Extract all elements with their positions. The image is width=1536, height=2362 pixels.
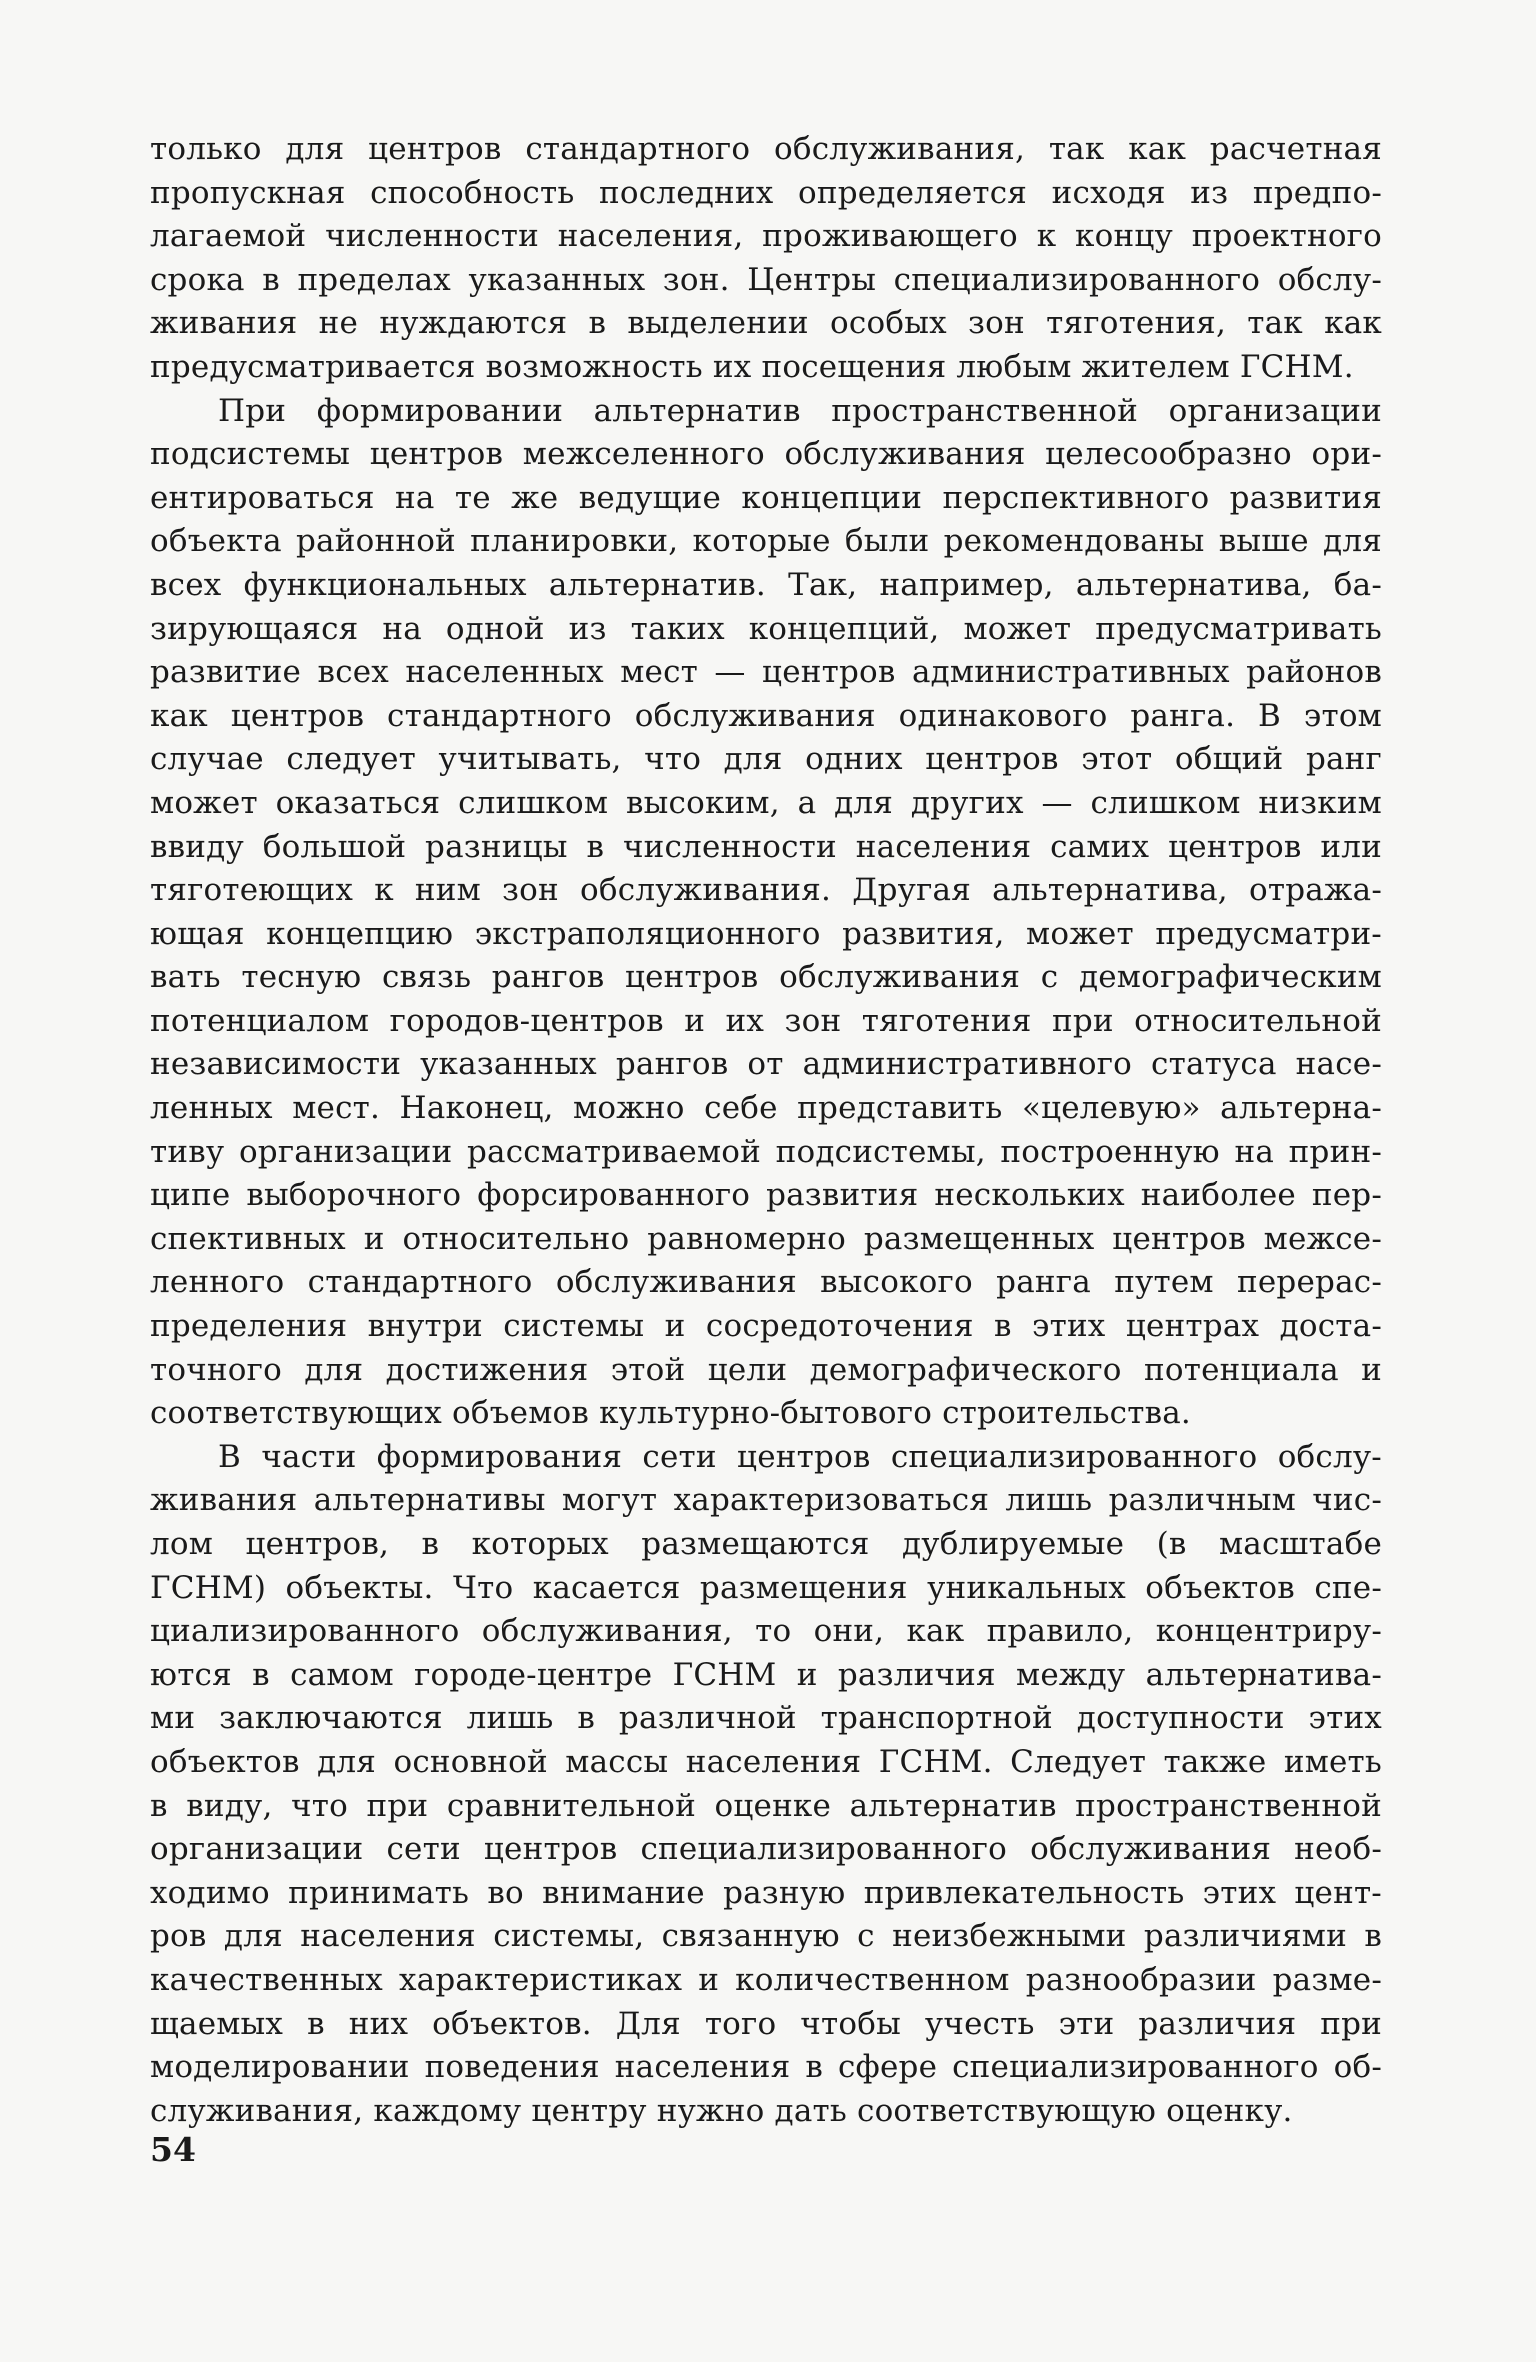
text-line: развитие всех населенных мест — центров административных районов xyxy=(150,654,1382,691)
text-line: всех функциональных альтернатив. Так, например, альтернатива, ба- xyxy=(150,566,1382,603)
text-line: независимости указанных рангов от административного статуса насе- xyxy=(150,1046,1382,1083)
text-line: соответствующих объемов культурно-бытового строительства. xyxy=(150,1395,1191,1432)
paragraph xyxy=(150,390,1382,1436)
text-line: случае следует учитывать, что для одних центров этот общий ранг xyxy=(150,741,1382,778)
text-line: ются в самом городе-центре ГСНМ и различия между альтернатива- xyxy=(150,1656,1382,1693)
text-line: может оказаться слишком высоким, а для других — слишком низким xyxy=(150,784,1382,821)
text-line: только для центров стандартного обслуживания, так как расчетная xyxy=(150,131,1382,167)
text-line: как центров стандартного обслуживания одинакового ранга. В этом xyxy=(150,697,1382,734)
text-line: срока в пределах указанных зон. Центры специализированного обслу- xyxy=(150,261,1382,298)
text-line: ГСНМ) объекты. Что касается размещения уникальных объектов спе- xyxy=(150,1569,1382,1606)
text-line: живания альтернативы могут характеризоваться лишь различным чис- xyxy=(150,1482,1382,1519)
text-line: ленного стандартного обслуживания высокого ранга путем перерас- xyxy=(150,1264,1382,1301)
text-line: лом центров, в которых размещаются дублируемые (в масштабе xyxy=(150,1526,1382,1562)
text-line: качественных характеристиках и количественном разнообразии разме- xyxy=(150,1961,1382,1998)
text-line: пропускная способность последних определяется исходя из предпо- xyxy=(150,174,1382,211)
text-line: в виду, что при сравнительной оценке альтернатив пространственной xyxy=(150,1787,1382,1824)
text-line: ципе выборочного форсированного развития нескольких наиболее пер- xyxy=(150,1177,1382,1214)
paragraph xyxy=(150,1436,1382,2134)
text-line: ходимо принимать во внимание разную привлекательность этих цент- xyxy=(150,1874,1382,1911)
text-line: ющая концепцию экстраполяционного развития, может предусматри- xyxy=(150,915,1382,952)
text-line: ввиду большой разницы в численности населения самих центров или xyxy=(150,828,1382,865)
text-line: организации сети центров специализированного обслуживания необ- xyxy=(150,1831,1382,1868)
text-line: спективных и относительно равномерно размещенных центров межсе- xyxy=(150,1220,1382,1257)
text-line: подсистемы центров межселенного обслуживания целесообразно ори- xyxy=(150,436,1382,473)
text-line: предусматривается возможность их посещения любым жителем ГСНМ. xyxy=(150,348,1354,385)
page-number: 54 xyxy=(150,2130,196,2169)
text-line: ми заключаются лишь в различной транспортной доступности этих xyxy=(150,1700,1382,1737)
body-text xyxy=(150,128,1382,2133)
text-line: зирующаяся на одной из таких концепций, может предусматривать xyxy=(150,610,1382,647)
text-line: ров для населения системы, связанную с неизбежными различиями в xyxy=(150,1918,1382,1955)
text-line: объектов для основной массы населения ГСНМ. Следует также иметь xyxy=(150,1743,1382,1780)
text-line: пределения внутри системы и сосредоточения в этих центрах доста- xyxy=(150,1308,1382,1345)
paragraph xyxy=(150,128,1382,390)
text-line: живания не нуждаются в выделении особых зон тяготения, так как xyxy=(150,305,1382,342)
text-line: ленных мест. Наконец, можно себе представить «целевую» альтерна- xyxy=(150,1090,1382,1127)
text-line: лагаемой численности населения, проживающего к концу проектного xyxy=(150,218,1382,255)
text-line: моделировании поведения населения в сфере специализированного об- xyxy=(150,2049,1382,2086)
text-line: циализированного обслуживания, то они, как правило, концентриру- xyxy=(150,1613,1382,1650)
text-line: ентироваться на те же ведущие концепции перспективного развития xyxy=(150,479,1382,516)
text-line: служивания, каждому центру нужно дать соответствующую оценку. xyxy=(150,2092,1293,2129)
text-line: В части формирования сети центров специализированного обслу- xyxy=(218,1438,1382,1475)
text-line: потенциалом городов-центров и их зон тяготения при относительной xyxy=(150,1002,1382,1039)
text-line: тиву организации рассматриваемой подсистемы, построенную на прин- xyxy=(150,1133,1382,1170)
text-line: При формировании альтернатив пространственной организации xyxy=(218,392,1382,429)
text-line: щаемых в них объектов. Для того чтобы учесть эти различия при xyxy=(150,2005,1382,2042)
text-line: объекта районной планировки, которые были рекомендованы выше для xyxy=(150,523,1382,560)
text-line: вать тесную связь рангов центров обслуживания с демографическим xyxy=(150,959,1382,996)
text-line: тяготеющих к ним зон обслуживания. Другая альтернатива, отража- xyxy=(150,872,1382,909)
text-line: точного для достижения этой цели демографического потенциала и xyxy=(150,1351,1382,1388)
